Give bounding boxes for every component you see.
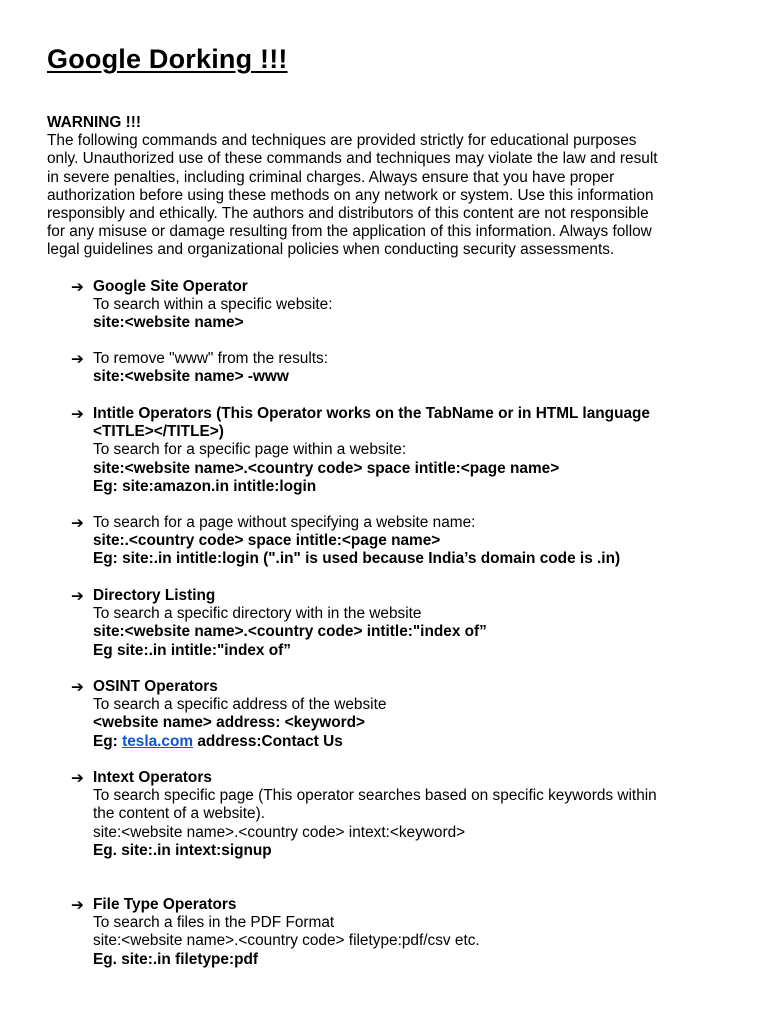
warning-line: only. Unauthorized use of these commands and techniques may violate the law and result (47, 150, 658, 168)
tesla-link[interactable]: tesla.com (122, 732, 194, 750)
section-description: To remove "www" from the results: (93, 350, 329, 367)
section-heading: Directory Listing (93, 587, 216, 604)
operator-syntax: site:<website name>.<country code> intitle:"index of” (93, 623, 487, 641)
operator-syntax: <website name> address: <keyword> (93, 714, 366, 732)
section-description: To search a files in the PDF Format (93, 914, 335, 932)
operator-example: Eg: site:.in intitle:login (".in" is used because India’s domain code is .in) (93, 550, 621, 568)
arrow-bullet-icon: ➔ (71, 678, 84, 696)
section-description: To search a specific directory with in the website (93, 605, 422, 623)
section-heading: Google Site Operator (93, 278, 248, 295)
arrow-bullet-icon: ➔ (71, 405, 84, 423)
example-suffix: address:Contact Us (193, 732, 343, 750)
section-heading: Intext Operators (93, 769, 212, 786)
operator-syntax: site:.<country code> space intitle:<page name> (93, 532, 441, 550)
operator-example: Eg. site:.in intext:signup (93, 841, 272, 859)
operator-example (93, 733, 733, 751)
warning-line: legal guidelines and organizational policies when conducting security assessments. (47, 241, 615, 259)
page-title: Google Dorking !!! (47, 44, 288, 74)
operator-example: Eg. site:.in filetype:pdf (93, 950, 259, 968)
operator-syntax: site:<website name>.<country code> space intitle:<page name> (93, 459, 560, 477)
section-description: To search specific page (This operator searches based on specific keywords within (93, 787, 657, 805)
arrow-bullet-icon: ➔ (71, 350, 84, 368)
warning-line: The following commands and techniques are provided strictly for educational purposes (47, 132, 637, 150)
section-heading: OSINT Operators (93, 678, 218, 695)
warning-body (47, 132, 727, 259)
section-heading: File Type Operators (93, 896, 237, 913)
section-heading-continued: <TITLE></TITLE>) (93, 423, 224, 441)
warning-line: for any misuse or damage resulting from the application of this information. Always follow (47, 223, 652, 241)
warning-line: responsibly and ethically. The authors and distributors of this content are not responsible (47, 205, 649, 223)
warning-line: authorization before using these methods on any network or system. Use this information (47, 186, 654, 204)
warning-heading: WARNING !!! (47, 114, 142, 131)
arrow-bullet-icon: ➔ (71, 769, 84, 787)
arrow-bullet-icon: ➔ (71, 896, 84, 914)
warning-block (47, 114, 727, 260)
section-description-continued: the content of a website). (93, 805, 265, 823)
arrow-bullet-icon: ➔ (71, 514, 84, 532)
operator-syntax: site:<website name>.<country code> filetype:pdf/csv etc. (93, 932, 480, 950)
section-description: To search for a specific page within a website: (93, 441, 407, 459)
section-description: To search within a specific website: (93, 296, 333, 314)
operator-syntax: site:<website name> -www (93, 368, 289, 386)
operator-syntax: site:<website name>.<country code> intext:<keyword> (93, 823, 466, 841)
operator-syntax: site:<website name> (93, 314, 244, 332)
section-description: To search a specific address of the website (93, 696, 387, 714)
arrow-bullet-icon: ➔ (71, 587, 84, 605)
section-description: To search for a page without specifying a website name: (93, 514, 476, 531)
operator-example: Eg site:.in intitle:"index of” (93, 641, 291, 659)
arrow-bullet-icon: ➔ (71, 278, 84, 296)
section-heading: Intitle Operators (This Operator works on the TabName or in HTML language (93, 405, 650, 422)
warning-line: in severe penalties, including criminal charges. Always ensure that you have proper (47, 168, 615, 186)
operator-example: Eg: site:amazon.in intitle:login (93, 477, 317, 495)
example-prefix: Eg: (93, 732, 123, 750)
